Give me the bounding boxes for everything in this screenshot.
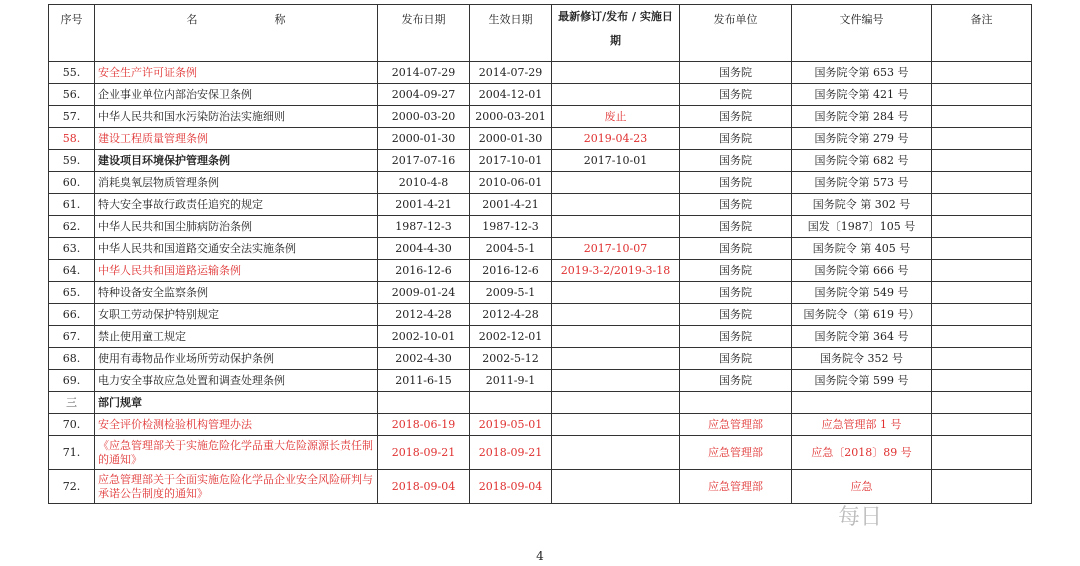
remarks — [932, 326, 1032, 348]
header-name: 名 称 — [95, 5, 378, 62]
table-header-row — [49, 5, 1032, 62]
regulation-name: 消耗臭氧层物质管理条例 — [95, 172, 378, 194]
effective-date: 2018-09-04 — [470, 470, 552, 504]
effective-date: 2000-01-30 — [470, 128, 552, 150]
effective-date: 2002-5-12 — [470, 348, 552, 370]
row-number: 71. — [49, 436, 95, 470]
publish-date: 2004-09-27 — [378, 84, 470, 106]
issuing-unit: 国务院 — [680, 348, 792, 370]
regulation-name: 电力安全事故应急处置和调查处理条例 — [95, 370, 378, 392]
row-number: 55. — [49, 62, 95, 84]
row-number: 60. — [49, 172, 95, 194]
revision-date: 2017-10-01 — [552, 150, 680, 172]
section-number: 三 — [49, 392, 95, 414]
empty-cell — [470, 392, 552, 414]
document-number: 国务院令第 364 号 — [792, 326, 932, 348]
remarks — [932, 150, 1032, 172]
effective-date: 2000-03-201 — [470, 106, 552, 128]
row-number: 56. — [49, 84, 95, 106]
watermark: 每日 — [838, 505, 883, 530]
table-row — [49, 128, 1032, 150]
regulation-name: 应急管理部关于全面实施危险化学品企业安全风险研判与承诺公告制度的通知》 — [95, 470, 378, 504]
empty-cell — [680, 392, 792, 414]
remarks — [932, 194, 1032, 216]
document-number: 国务院令第 284 号 — [792, 106, 932, 128]
issuing-unit: 国务院 — [680, 238, 792, 260]
table-row — [49, 62, 1032, 84]
row-number: 63. — [49, 238, 95, 260]
header-no: 序号 — [49, 5, 95, 62]
document-number: 国务院令 第 405 号 — [792, 238, 932, 260]
regulation-name: 特大安全事故行政责任追究的规定 — [95, 194, 378, 216]
empty-cell — [932, 392, 1032, 414]
document-number: 国务院令（第 619 号） — [792, 304, 932, 326]
revision-date — [552, 282, 680, 304]
publish-date: 2012-4-28 — [378, 304, 470, 326]
document-number: 国务院令 第 302 号 — [792, 194, 932, 216]
publish-date: 2000-03-20 — [378, 106, 470, 128]
section-row — [49, 392, 1032, 414]
regulation-name: 中华人民共和国道路交通安全法实施条例 — [95, 238, 378, 260]
revision-date — [552, 470, 680, 504]
publish-date: 2004-4-30 — [378, 238, 470, 260]
publish-date: 2018-09-04 — [378, 470, 470, 504]
effective-date: 2014-07-29 — [470, 62, 552, 84]
effective-date: 1987-12-3 — [470, 216, 552, 238]
empty-cell — [792, 392, 932, 414]
table-row — [49, 194, 1032, 216]
revision-date — [552, 172, 680, 194]
table-row — [49, 216, 1032, 238]
publish-date: 1987-12-3 — [378, 216, 470, 238]
document-number: 应急〔2018〕89 号 — [792, 436, 932, 470]
document-number: 国发〔1987〕105 号 — [792, 216, 932, 238]
document-number: 国务院令 352 号 — [792, 348, 932, 370]
header-remarks: 备注 — [932, 5, 1032, 62]
remarks — [932, 414, 1032, 436]
row-number: 67. — [49, 326, 95, 348]
row-number: 65. — [49, 282, 95, 304]
publish-date: 2009-01-24 — [378, 282, 470, 304]
table-row — [49, 172, 1032, 194]
issuing-unit: 国务院 — [680, 106, 792, 128]
document-number: 国务院令第 421 号 — [792, 84, 932, 106]
issuing-unit: 国务院 — [680, 326, 792, 348]
table-row — [49, 326, 1032, 348]
effective-date: 2004-12-01 — [470, 84, 552, 106]
table-row — [49, 348, 1032, 370]
issuing-unit: 国务院 — [680, 194, 792, 216]
row-number: 58. — [49, 128, 95, 150]
revision-date: 2019-04-23 — [552, 128, 680, 150]
remarks — [932, 106, 1032, 128]
revision-date — [552, 414, 680, 436]
regulation-name: 中华人民共和国道路运输条例 — [95, 260, 378, 282]
effective-date: 2016-12-6 — [470, 260, 552, 282]
table-row — [49, 238, 1032, 260]
regulation-name: 中华人民共和国尘肺病防治条例 — [95, 216, 378, 238]
issuing-unit: 国务院 — [680, 172, 792, 194]
effective-date: 2009-5-1 — [470, 282, 552, 304]
effective-date: 2010-06-01 — [470, 172, 552, 194]
header-doc-no: 文件编号 — [792, 5, 932, 62]
remarks — [932, 62, 1032, 84]
issuing-unit: 国务院 — [680, 150, 792, 172]
regulation-name: 企业事业单位内部治安保卫条例 — [95, 84, 378, 106]
table-row — [49, 436, 1032, 470]
remarks — [932, 282, 1032, 304]
regulation-name: 中华人民共和国水污染防治法实施细则 — [95, 106, 378, 128]
remarks — [932, 436, 1032, 470]
publish-date: 2018-06-19 — [378, 414, 470, 436]
regulation-name: 《应急管理部关于实施危险化学品重大危险源源长责任制的通知》 — [95, 436, 378, 470]
remarks — [932, 128, 1032, 150]
remarks — [932, 84, 1032, 106]
row-number: 68. — [49, 348, 95, 370]
remarks — [932, 470, 1032, 504]
publish-date: 2002-4-30 — [378, 348, 470, 370]
table-row — [49, 106, 1032, 128]
table-row — [49, 282, 1032, 304]
document-number: 应急管理部 1 号 — [792, 414, 932, 436]
effective-date: 2018-09-21 — [470, 436, 552, 470]
revision-date — [552, 436, 680, 470]
document-number: 国务院令第 573 号 — [792, 172, 932, 194]
issuing-unit: 应急管理部 — [680, 470, 792, 504]
document-number: 应急 — [792, 470, 932, 504]
row-number: 61. — [49, 194, 95, 216]
revision-date: 2019-3-2/2019-3-18 — [552, 260, 680, 282]
issuing-unit: 国务院 — [680, 84, 792, 106]
header-pub-date: 发布日期 — [378, 5, 470, 62]
publish-date: 2017-07-16 — [378, 150, 470, 172]
regulation-name: 使用有毒物品作业场所劳动保护条例 — [95, 348, 378, 370]
regulation-name: 建设项目环境保护管理条例 — [95, 150, 378, 172]
issuing-unit: 国务院 — [680, 282, 792, 304]
issuing-unit: 国务院 — [680, 260, 792, 282]
remarks — [932, 172, 1032, 194]
remarks — [932, 260, 1032, 282]
empty-cell — [552, 392, 680, 414]
effective-date: 2017-10-01 — [470, 150, 552, 172]
regulation-name: 安全生产许可证条例 — [95, 62, 378, 84]
remarks — [932, 216, 1032, 238]
remarks — [932, 304, 1032, 326]
empty-cell — [378, 392, 470, 414]
revision-date: 废止 — [552, 106, 680, 128]
effective-date: 2019-05-01 — [470, 414, 552, 436]
row-number: 59. — [49, 150, 95, 172]
section-title: 部门规章 — [95, 392, 378, 414]
remarks — [932, 348, 1032, 370]
effective-date: 2012-4-28 — [470, 304, 552, 326]
document-number: 国务院令第 549 号 — [792, 282, 932, 304]
revision-date: 2017-10-07 — [552, 238, 680, 260]
row-number: 70. — [49, 414, 95, 436]
issuing-unit: 应急管理部 — [680, 414, 792, 436]
header-revision-date: 最新修订/发布 / 实施日期 — [552, 5, 680, 62]
issuing-unit: 国务院 — [680, 216, 792, 238]
revision-date — [552, 62, 680, 84]
regulation-name: 建设工程质量管理条例 — [95, 128, 378, 150]
effective-date: 2011-9-1 — [470, 370, 552, 392]
regulation-name: 特种设备安全监察条例 — [95, 282, 378, 304]
regulation-name: 禁止使用童工规定 — [95, 326, 378, 348]
issuing-unit: 应急管理部 — [680, 436, 792, 470]
publish-date: 2011-6-15 — [378, 370, 470, 392]
page-number: 4 — [536, 549, 544, 563]
regulations-table — [48, 4, 1032, 504]
revision-date — [552, 84, 680, 106]
effective-date: 2004-5-1 — [470, 238, 552, 260]
table-row — [49, 84, 1032, 106]
publish-date: 2010-4-8 — [378, 172, 470, 194]
revision-date — [552, 216, 680, 238]
effective-date: 2001-4-21 — [470, 194, 552, 216]
table-row — [49, 304, 1032, 326]
issuing-unit: 国务院 — [680, 370, 792, 392]
table-row — [49, 370, 1032, 392]
document-number: 国务院令第 279 号 — [792, 128, 932, 150]
table-row — [49, 150, 1032, 172]
issuing-unit: 国务院 — [680, 128, 792, 150]
row-number: 72. — [49, 470, 95, 504]
header-unit: 发布单位 — [680, 5, 792, 62]
publish-date: 2014-07-29 — [378, 62, 470, 84]
row-number: 57. — [49, 106, 95, 128]
publish-date: 2001-4-21 — [378, 194, 470, 216]
row-number: 64. — [49, 260, 95, 282]
issuing-unit: 国务院 — [680, 304, 792, 326]
document-number: 国务院令第 599 号 — [792, 370, 932, 392]
revision-date — [552, 370, 680, 392]
row-number: 66. — [49, 304, 95, 326]
table-row — [49, 260, 1032, 282]
revision-date — [552, 326, 680, 348]
table-row — [49, 414, 1032, 436]
document-number: 国务院令第 653 号 — [792, 62, 932, 84]
document-number: 国务院令第 666 号 — [792, 260, 932, 282]
publish-date: 2002-10-01 — [378, 326, 470, 348]
row-number: 69. — [49, 370, 95, 392]
revision-date — [552, 348, 680, 370]
row-number: 62. — [49, 216, 95, 238]
regulation-name: 安全评价检测检验机构管理办法 — [95, 414, 378, 436]
issuing-unit: 国务院 — [680, 62, 792, 84]
revision-date — [552, 194, 680, 216]
revision-date — [552, 304, 680, 326]
remarks — [932, 370, 1032, 392]
header-eff-date: 生效日期 — [470, 5, 552, 62]
publish-date: 2018-09-21 — [378, 436, 470, 470]
publish-date: 2016-12-6 — [378, 260, 470, 282]
remarks — [932, 238, 1032, 260]
effective-date: 2002-12-01 — [470, 326, 552, 348]
regulation-name: 女职工劳动保护特别规定 — [95, 304, 378, 326]
publish-date: 2000-01-30 — [378, 128, 470, 150]
table-row — [49, 470, 1032, 504]
document-number: 国务院令第 682 号 — [792, 150, 932, 172]
